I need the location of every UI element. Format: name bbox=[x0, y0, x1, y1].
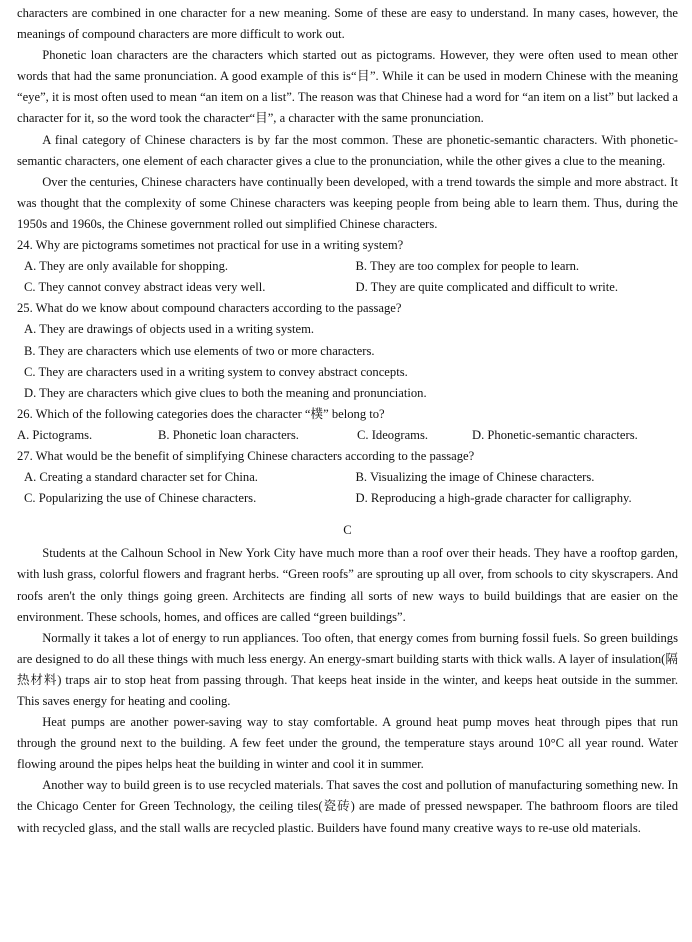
passage-c bbox=[17, 543, 678, 838]
question-24 bbox=[17, 235, 678, 298]
passage-b-paragraph-1: Phonetic loan characters are the characters which started out as pictograms. However, they were often used to mean other words that had the same pronunciation. A good example of this is“目”. While it can be used in modern Chinese with the meaning “eye”, it is most often used to mean “an item on a list”. The reason was that Chinese had a word for “an item on a list” but lacked a character for it, so the word took the character“目”, a character with the same pronunciation. bbox=[17, 48, 678, 126]
passage-c-paragraph-1: Students at the Calhoun School in New York City have much more than a roof over their heads. They have a rooftop garden, with lush grass, colorful flowers and fragrant herbs. “Green roofs” are sprouting up all over, from schools to city skyscrapers. And roofs aren't the only things going green. Architects are finding all sorts of new ways to build buildings that are easier on the environment. These schools, homes, and offices are called “green buildings”. bbox=[17, 546, 678, 624]
option-d: D. Reproducing a high-grade character for calligraphy. bbox=[355, 491, 632, 506]
option-c: C. Popularizing the use of Chinese characters. bbox=[24, 491, 257, 506]
question-25 bbox=[17, 298, 678, 403]
option-b: B. Visualizing the image of Chinese characters. bbox=[355, 470, 595, 485]
option-b: B. Phonetic loan characters. bbox=[158, 427, 299, 442]
question-stem: 26. Which of the following categories does the character “樸” belong to? bbox=[17, 406, 385, 421]
options bbox=[17, 256, 678, 298]
option-d: D. They are characters which give clues to both the meaning and pronunciation. bbox=[24, 385, 427, 400]
option-c: C. They are characters used in a writing system to convey abstract concepts. bbox=[24, 364, 408, 379]
option-a: A. They are drawings of objects used in a writing system. bbox=[24, 322, 315, 337]
option-b: B. They are characters which use elements of two or more characters. bbox=[24, 343, 375, 358]
option-a: A. Pictograms. bbox=[17, 427, 93, 442]
option-a: A. Creating a standard character set for China. bbox=[24, 470, 258, 485]
options bbox=[17, 467, 678, 509]
question-stem: 24. Why are pictograms sometimes not practical for use in a writing system? bbox=[17, 238, 404, 253]
passage-c-paragraph-3: Heat pumps are another power-saving way to stay comfortable. A ground heat pump moves heat through pipes that run through the ground next to the building. A few feet under the ground, the temperature stays around 10°C all year round. Water flowing around the pipes helps heat the building in winter and cool it in summer. bbox=[17, 715, 678, 772]
option-d: D. Phonetic-semantic characters. bbox=[472, 427, 638, 442]
passage-b bbox=[17, 3, 678, 235]
section-letter: C bbox=[343, 523, 352, 538]
option-c: C. Ideograms. bbox=[357, 427, 428, 442]
question-27 bbox=[17, 446, 678, 509]
question-26 bbox=[17, 404, 678, 446]
passage-b-paragraph-0: characters are combined in one character for a new meaning. Some of these are easy to understand. In many cases, however, the meanings of compound characters are more difficult to work out. bbox=[17, 6, 678, 42]
question-stem: 27. What would be the benefit of simplifying Chinese characters according to the passage? bbox=[17, 448, 475, 463]
options bbox=[17, 319, 678, 403]
passage-c-paragraph-2: Normally it takes a lot of energy to run appliances. Too often, that energy comes from burning fossil fuels. So green buildings are designed to do all these things with much less energy. An energy-smart building starts with thick walls. A layer of insulation(隔热材料) traps air to stop heat from passing through. That keeps heat inside in the winter, and keeps heat outside in the summer. This saves energy for heating and cooling. bbox=[17, 630, 678, 708]
question-stem: 25. What do we know about compound characters according to the passage? bbox=[17, 301, 402, 316]
passage-b-paragraph-2: A final category of Chinese characters is by far the most common. These are phonetic-semantic characters. With phonetic-semantic characters, one element of each character gives a clue to the pronunciation, while the other gives a clue to the meaning. bbox=[17, 132, 678, 168]
passage-b-paragraph-3: Over the centuries, Chinese characters have continually been developed, with a trend towards the simple and more abstract. It was thought that the complexity of some Chinese characters was keeping people from being able to learn them. Thus, during the 1950s and 1960s, the Chinese government rolled out simplified Chinese characters. bbox=[17, 174, 678, 231]
option-c: C. They cannot convey abstract ideas very well. bbox=[24, 280, 266, 295]
passage-c-paragraph-4: Another way to build green is to use recycled materials. That saves the cost and pollution of manufacturing something new. In the Chicago Center for Green Technology, the ceiling tiles(瓷砖) are made of pressed newspaper. The bathroom floors are tiled with recycled glass, and the stall walls are recycled plastic. Builders have found many creative ways to re-use old materials. bbox=[17, 778, 678, 835]
options bbox=[17, 425, 678, 446]
option-b: B. They are too complex for people to learn. bbox=[355, 259, 580, 274]
option-d: D. They are quite complicated and difficult to write. bbox=[355, 280, 619, 295]
option-a: A. They are only available for shopping. bbox=[24, 259, 229, 274]
